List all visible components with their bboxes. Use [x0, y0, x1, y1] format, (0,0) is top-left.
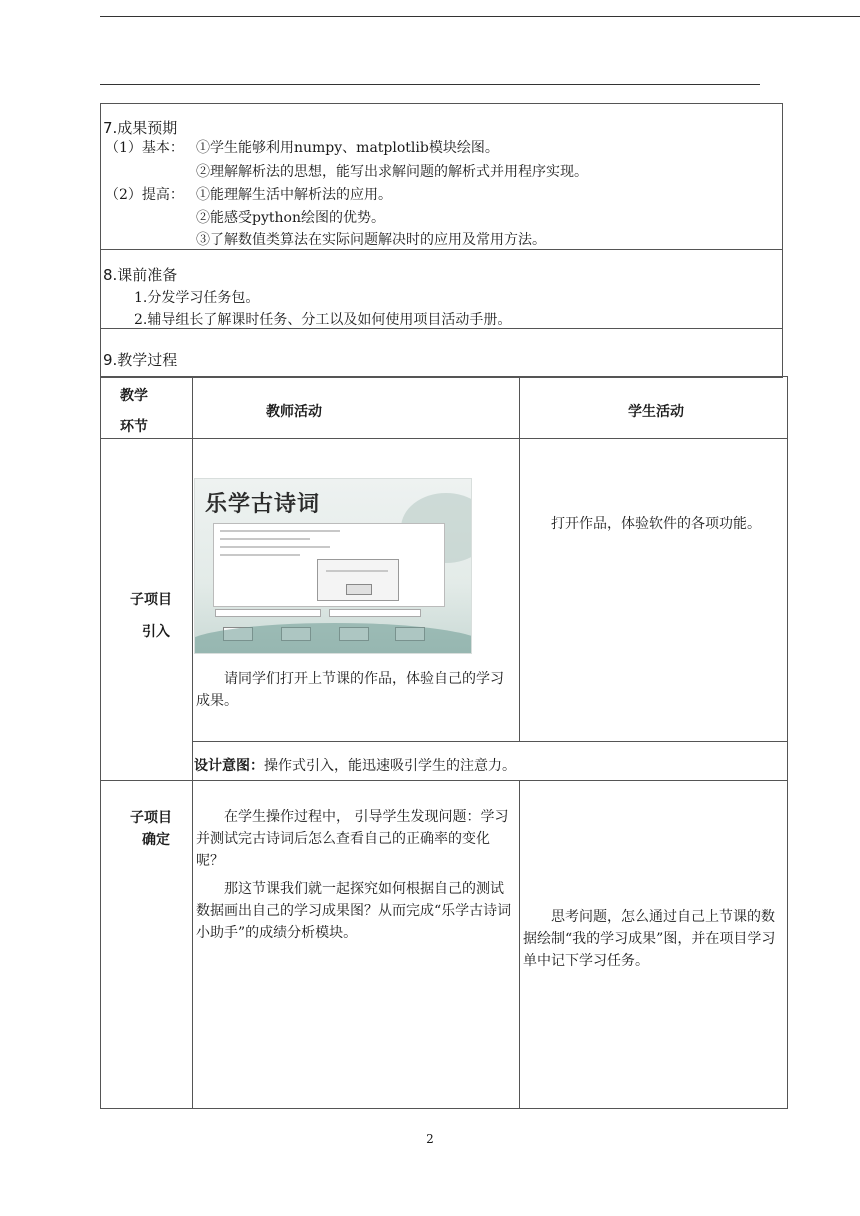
design-intent-text: 操作式引入，能迅速吸引学生的注意力。	[264, 758, 516, 774]
section8-item-1: 1.分发学习任务包。	[134, 290, 260, 306]
page-number: 2	[426, 1132, 434, 1146]
screenshot-input-bar	[329, 609, 421, 617]
design-intent-label: 设计意图：	[194, 758, 264, 774]
section9-title: 9.教学过程	[103, 351, 178, 369]
row1-stage-line1: 子项目	[130, 592, 172, 608]
screenshot-input-bar	[215, 609, 321, 617]
screenshot-wave-decoration	[194, 623, 472, 654]
header-stage-line1: 教学	[120, 388, 148, 404]
screenshot-panel-line	[220, 538, 310, 540]
table-col-divider-1	[192, 376, 193, 1109]
screenshot-panel-line	[220, 546, 330, 548]
table-col-divider-2a	[519, 376, 520, 741]
table-row-divider	[100, 780, 788, 781]
screenshot-panel-line	[220, 554, 300, 556]
section7-title: 7.成果预期	[103, 119, 178, 137]
row1-teacher-text: 请同学们打开上节课的作品，体验自己的学习成果。	[196, 671, 504, 709]
header-student: 学生活动	[628, 404, 684, 420]
section8-item-2: 2.辅导组长了解课时任务、分工以及如何使用项目活动手册。	[134, 312, 512, 328]
screenshot-dialog-line	[326, 570, 388, 572]
section7-basic-item-1: ①学生能够利用numpy、matplotlib模块绘图。	[196, 140, 499, 156]
row2-stage-line2: 确定	[142, 832, 170, 848]
row2-student-text: 思考问题，怎么通过自己上节课的数据绘制“我的学习成果”图，并在项目学习单中记下学习任务。	[523, 909, 776, 969]
section7-advanced-item-2: ②能感受python绘图的优势。	[196, 210, 385, 226]
header-rule-top	[100, 16, 860, 17]
section7-advanced-item-3: ③了解数值类算法在实际问题解决时的应用及常用方法。	[196, 232, 546, 248]
row2-teacher-paragraph-1: 在学生操作过程中， 引导学生发现问题：学习并测试完古诗词后怎么查看自己的正确率的变化呢？	[196, 809, 509, 869]
section7-basic-item-2: ②理解解析法的思想，能写出求解问题的解析式并用程序实现。	[196, 164, 588, 180]
section9-box	[100, 328, 783, 378]
table-col-divider-2b	[519, 780, 520, 1109]
header-rule-bottom	[100, 84, 760, 85]
screenshot-app-title: 乐学古诗词	[205, 491, 321, 517]
header-stage-line2: 环节	[120, 419, 148, 435]
table-header-divider	[100, 438, 788, 439]
design-intent	[194, 756, 516, 776]
row2-teacher-paragraph-2: 那这节课我们就一起探究如何根据自己的测试数据画出自己的学习成果图？从而完成“乐学古诗词小助手”的成绩分析模块。	[196, 881, 512, 941]
row1-student-text: 打开作品，体验软件的各项功能。	[551, 516, 761, 532]
screenshot-dialog-button	[346, 584, 372, 595]
section7-advanced-label: （2）提高：	[105, 187, 184, 203]
section7-advanced-item-1: ①能理解生活中解析法的应用。	[196, 187, 392, 203]
header-teacher: 教师活动	[266, 404, 322, 420]
row2-stage-line1: 子项目	[130, 810, 172, 826]
section8-title: 8.课前准备	[103, 266, 178, 284]
section7-basic-label: （1）基本：	[105, 140, 184, 156]
row1-stage-line2: 引入	[142, 624, 170, 640]
screenshot-panel-line	[220, 530, 340, 532]
screenshot-dialog	[317, 559, 399, 601]
table-design-divider	[192, 741, 788, 742]
software-screenshot	[194, 478, 472, 654]
